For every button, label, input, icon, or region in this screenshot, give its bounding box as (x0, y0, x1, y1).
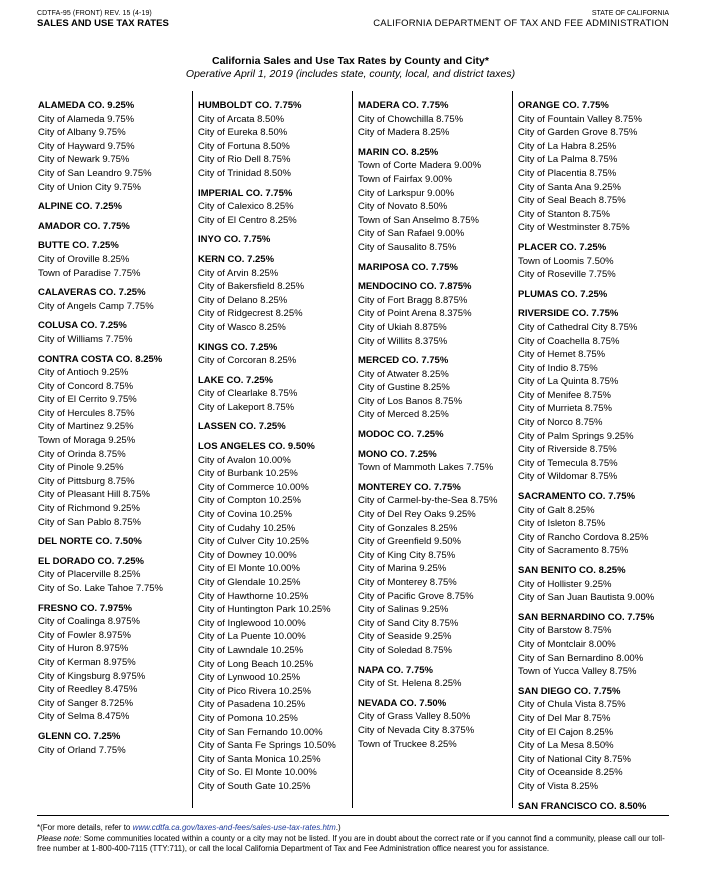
city-rate: City of Richmond 9.25% (38, 503, 140, 515)
city-rate: City of Angels Camp 7.75% (38, 300, 154, 312)
city-rate: City of Delano 8.25% (198, 294, 288, 306)
city-rate: Town of Yucca Valley 8.75% (518, 666, 637, 678)
city-rate: City of Hemet 8.75% (518, 349, 606, 361)
details-prefix: *(For more details, refer to (37, 823, 133, 832)
rates-column-4 (518, 99, 654, 819)
city-rate: City of Long Beach 10.25% (198, 658, 314, 670)
county-name: MONO CO. 7.25% (358, 448, 437, 460)
county-block (198, 374, 336, 415)
city-rate: City of Chula Vista 8.75% (518, 699, 626, 711)
city-rate: City of Norco 8.75% (518, 417, 603, 429)
city-rate: City of Orland 7.75% (38, 744, 126, 756)
county-block (358, 428, 497, 442)
details-line (37, 823, 667, 834)
county-name: LAKE CO. 7.25% (198, 374, 273, 386)
county-name: KERN CO. 7.25% (198, 253, 275, 265)
county-name: MODOC CO. 7.25% (358, 429, 444, 441)
county-name: AMADOR CO. 7.75% (38, 220, 130, 232)
city-rate: City of Covina 10.25% (198, 509, 292, 521)
city-rate: City of Arvin 8.25% (198, 267, 279, 279)
city-rate: City of Kingsburg 8.975% (38, 670, 146, 682)
city-rate: City of Rancho Cordova 8.25% (518, 531, 649, 543)
page-title: California Sales and Use Tax Rates by County and City* (212, 55, 489, 67)
county-block (38, 319, 163, 346)
county-block (518, 241, 654, 282)
city-rate: City of Placentia 8.75% (518, 167, 617, 179)
city-rate: City of La Mesa 8.50% (518, 740, 614, 752)
city-rate: City of Pico Rivera 10.25% (198, 685, 311, 697)
county-name: SAN BENITO CO. 8.25% (518, 565, 626, 576)
county-block (198, 440, 336, 793)
city-rate: City of Calexico 8.25% (198, 201, 294, 213)
county-name: GLENN CO. 7.25% (38, 730, 121, 742)
city-rate: City of Santa Ana 9.25% (518, 181, 621, 193)
city-rate: City of Cudahy 10.25% (198, 522, 296, 534)
city-rate: City of So. Lake Tahoe 7.75% (38, 583, 163, 594)
city-rate: City of Isleton 8.75% (518, 518, 606, 530)
county-name: MADERA CO. 7.75% (358, 100, 449, 111)
city-rate: City of Indio 8.75% (518, 362, 598, 374)
city-rate: City of Pinole 9.25% (38, 462, 124, 474)
county-name: FRESNO CO. 7.975% (38, 602, 132, 614)
county-block (38, 220, 163, 234)
city-rate: Town of San Anselmo 8.75% (358, 214, 479, 226)
city-rate: City of Sanger 8.725% (38, 697, 134, 709)
county-name: MARIPOSA CO. 7.75% (358, 261, 458, 273)
county-name: CONTRA COSTA CO. 8.25% (38, 353, 163, 365)
footer (37, 823, 667, 855)
city-rate: City of Pittsburg 8.75% (38, 475, 135, 487)
county-block (518, 611, 654, 679)
city-rate: City of La Puente 10.00% (198, 631, 306, 643)
county-block (358, 664, 497, 691)
city-rate: City of Galt 8.25% (518, 504, 595, 516)
city-rate: Town of Fairfax 9.00% (358, 173, 452, 185)
page-subtitle: Operative April 1, 2019 (includes state, county, local, and district taxes) (185, 68, 516, 80)
details-link[interactable]: www.cdtfa.ca.gov/taxes-and-fees/sales-use-tax-rates.htm (132, 823, 336, 832)
county-block (198, 420, 336, 434)
column-divider (352, 91, 353, 808)
department-name: CALIFORNIA DEPARTMENT OF TAX AND FEE ADMINISTRATION (373, 18, 669, 29)
county-name: SAN BERNARDINO CO. 7.75% (518, 611, 655, 623)
city-rate: City of Fowler 8.975% (38, 629, 131, 641)
city-rate: City of Orinda 8.75% (38, 448, 126, 460)
county-name: PLUMAS CO. 7.25% (518, 288, 608, 300)
city-rate: City of Lakeport 8.75% (198, 401, 295, 413)
county-block (38, 602, 163, 724)
county-block (518, 800, 654, 814)
county-block (198, 341, 336, 368)
city-rate: City of Stanton 8.75% (518, 208, 610, 220)
city-rate: City of Madera 8.25% (358, 127, 450, 139)
city-rate: City of Hollister 9.25% (518, 578, 612, 590)
city-rate: City of Ukiah 8.875% (358, 321, 447, 333)
county-name: SAN FRANCISCO CO. 8.50% (518, 800, 647, 812)
city-rate: City of San Rafael 9.00% (358, 228, 465, 240)
city-rate: City of El Monte 10.00% (198, 563, 300, 575)
city-rate: City of Selma 8.475% (38, 711, 130, 723)
city-rate: City of Larkspur 9.00% (358, 187, 455, 199)
city-rate: Town of Paradise 7.75% (38, 267, 141, 279)
form-header-left (37, 10, 169, 29)
city-rate: City of Ridgecrest 8.25% (198, 308, 303, 320)
city-rate: City of Hercules 8.75% (38, 407, 135, 419)
city-rate: City of Rio Dell 8.75% (198, 154, 291, 166)
city-rate: City of Reedley 8.475% (38, 684, 138, 696)
city-rate: City of Del Rey Oaks 9.25% (358, 509, 476, 521)
county-block (358, 354, 497, 422)
county-name: PLACER CO. 7.25% (518, 241, 607, 253)
county-name: INYO CO. 7.75% (198, 234, 271, 246)
county-block (38, 353, 163, 530)
county-name: MONTEREY CO. 7.75% (358, 481, 461, 493)
city-rate: City of Barstow 8.75% (518, 625, 612, 637)
county-block (358, 99, 497, 140)
city-rate: City of Garden Grove 8.75% (518, 127, 638, 139)
county-name: NAPA CO. 7.75% (358, 664, 433, 676)
city-rate: City of Coachella 8.75% (518, 335, 620, 347)
city-rate: Town of Loomis 7.50% (518, 255, 614, 267)
city-rate: City of Gustine 8.25% (358, 382, 450, 394)
county-block (358, 261, 497, 275)
city-rate: City of Murrieta 8.75% (518, 403, 612, 415)
city-rate: City of Temecula 8.75% (518, 457, 618, 469)
county-name: HUMBOLDT CO. 7.75% (198, 100, 302, 111)
city-rate: City of Kerman 8.975% (38, 656, 136, 668)
city-rate: City of Fort Bragg 8.875% (358, 294, 468, 306)
city-rate: City of Riverside 8.75% (518, 444, 617, 456)
city-rate: City of So. El Monte 10.00% (198, 767, 317, 779)
city-rate: City of Palm Springs 9.25% (518, 430, 634, 442)
city-rate: City of Nevada City 8.375% (358, 724, 475, 736)
city-rate: City of La Quinta 8.75% (518, 376, 619, 388)
county-name: LOS ANGELES CO. 9.50% (198, 441, 315, 453)
county-block (198, 233, 336, 247)
title-block (0, 55, 701, 80)
county-name: COLUSA CO. 7.25% (38, 320, 127, 332)
county-block (38, 239, 163, 280)
city-rate: City of Avalon 10.00% (198, 454, 291, 466)
city-rate: City of Union City 9.75% (38, 181, 141, 193)
city-rate: City of Bakersfield 8.25% (198, 281, 305, 293)
city-rate: City of Lawndale 10.25% (198, 644, 304, 656)
city-rate: City of Huntington Park 10.25% (198, 604, 331, 616)
city-rate: City of Vista 8.25% (518, 780, 599, 792)
city-rate: City of Menifee 8.75% (518, 389, 611, 401)
county-name: KINGS CO. 7.25% (198, 341, 278, 353)
city-rate: City of Marina 9.25% (358, 563, 447, 575)
form-id: CDTFA-95 (FRONT) REV. 15 (4-19) (37, 10, 152, 17)
form-title: SALES AND USE TAX RATES (37, 18, 169, 29)
city-rate: City of Point Arena 8.375% (358, 308, 472, 320)
city-rate: City of Sand City 8.75% (358, 617, 459, 629)
city-rate: City of Newark 9.75% (38, 154, 130, 166)
county-block (518, 685, 654, 794)
city-rate: City of Burbank 10.25% (198, 468, 298, 480)
county-name: CALAVERAS CO. 7.25% (38, 287, 146, 299)
city-rate: City of El Cerrito 9.75% (38, 394, 137, 406)
county-name: IMPERIAL CO. 7.75% (198, 187, 293, 199)
city-rate: City of San Juan Bautista 9.00% (518, 592, 655, 604)
city-rate: City of Lynwood 10.25% (198, 672, 301, 684)
county-block (358, 280, 497, 348)
note-paragraph (37, 834, 667, 855)
city-rate: City of Commerce 10.00% (198, 481, 309, 493)
city-rate: City of Seaside 9.25% (358, 631, 452, 643)
city-rate: City of San Pablo 8.75% (38, 516, 141, 528)
county-block (38, 286, 163, 313)
city-rate: City of Williams 7.75% (38, 333, 133, 345)
county-name: BUTTE CO. 7.25% (38, 240, 119, 252)
city-rate: Town of Truckee 8.25% (358, 738, 457, 750)
county-block (518, 490, 654, 558)
city-rate: City of Montclair 8.00% (518, 638, 616, 650)
city-rate: City of Placerville 8.25% (38, 569, 141, 581)
county-block (518, 99, 654, 235)
county-name: SACRAMENTO CO. 7.75% (518, 491, 636, 503)
city-rate: City of Martinez 9.25% (38, 421, 134, 433)
city-rate: City of Downey 10.00% (198, 549, 297, 561)
city-rate: City of Corcoran 8.25% (198, 355, 297, 367)
county-name: MENDOCINO CO. 7.875% (358, 281, 472, 293)
city-rate: City of Pacific Grove 8.75% (358, 590, 474, 602)
city-rate: Town of Mammoth Lakes 7.75% (358, 462, 494, 474)
city-rate: City of Pleasant Hill 8.75% (38, 489, 150, 501)
city-rate: City of Culver City 10.25% (198, 536, 309, 548)
county-name: ALAMEDA CO. 9.25% (38, 100, 135, 111)
city-rate: City of Sausalito 8.75% (358, 241, 457, 253)
county-name: SAN DIEGO CO. 7.75% (518, 685, 621, 697)
city-rate: City of Oroville 8.25% (38, 253, 130, 265)
city-rate: City of Hawthorne 10.25% (198, 590, 309, 602)
note-text: Some communities located within a county or a city may not be listed. If you are in doubt about the correct rate or if you cannot find a community, please call our toll-free number at 1-800-400-7115 (TTY:711), or call the local California Department of Tax and Fee Administration office nearest you for assistance. (37, 833, 665, 853)
city-rate: City of El Centro 8.25% (198, 214, 297, 226)
county-block (518, 564, 654, 605)
city-rate: City of Grass Valley 8.50% (358, 711, 471, 723)
county-name: ORANGE CO. 7.75% (518, 100, 609, 111)
city-rate: City of Alameda 9.75% (38, 113, 135, 125)
city-rate: Town of Corte Madera 9.00% (358, 160, 482, 172)
city-rate: City of Cathedral City 8.75% (518, 321, 638, 333)
county-block (358, 697, 497, 751)
city-rate: City of Albany 9.75% (38, 127, 126, 139)
city-rate: City of Gonzales 8.25% (358, 522, 458, 534)
footer-divider (37, 815, 669, 816)
city-rate: City of San Fernando 10.00% (198, 726, 323, 738)
city-rate: City of Atwater 8.25% (358, 368, 449, 380)
city-rate: City of La Palma 8.75% (518, 154, 618, 166)
column-divider (192, 91, 193, 808)
county-block (358, 146, 497, 255)
city-rate: City of Santa Monica 10.25% (198, 753, 321, 765)
city-rate: City of Concord 8.75% (38, 380, 134, 392)
city-rate: City of Willits 8.375% (358, 335, 448, 347)
city-rate: City of Trinidad 8.50% (198, 167, 291, 179)
city-rate: City of National City 8.75% (518, 753, 631, 765)
form-header-right (373, 10, 669, 29)
city-rate: City of Fountain Valley 8.75% (518, 113, 642, 125)
city-rate: City of Hayward 9.75% (38, 140, 135, 152)
city-rate: City of Westminster 8.75% (518, 222, 630, 234)
city-rate: City of Antioch 9.25% (38, 367, 129, 379)
county-name: MARIN CO. 8.25% (358, 146, 439, 158)
rates-column-2 (198, 99, 336, 800)
county-block (518, 307, 654, 484)
city-rate: City of Glendale 10.25% (198, 577, 301, 588)
city-rate: City of South Gate 10.25% (198, 780, 311, 792)
county-name: EL DORADO CO. 7.25% (38, 555, 144, 567)
city-rate: City of King City 8.75% (358, 549, 456, 561)
county-block (198, 187, 336, 228)
city-rate: City of Pasadena 10.25% (198, 699, 306, 711)
city-rate: City of Carmel-by-the-Sea 8.75% (358, 495, 498, 507)
column-divider (512, 91, 513, 808)
city-rate: City of Roseville 7.75% (518, 269, 616, 281)
city-rate: City of Santa Fe Springs 10.50% (198, 740, 336, 752)
county-name: MERCED CO. 7.75% (358, 355, 449, 367)
county-block (198, 253, 336, 335)
county-block (38, 200, 163, 214)
county-block (198, 99, 336, 181)
city-rate: City of Soledad 8.75% (358, 644, 453, 656)
note-label: Please note: (37, 833, 82, 843)
city-rate: City of El Cajon 8.25% (518, 726, 614, 738)
city-rate: City of Clearlake 8.75% (198, 388, 298, 400)
city-rate: City of San Leandro 9.75% (38, 167, 152, 179)
city-rate: City of La Habra 8.25% (518, 140, 617, 152)
county-block (518, 288, 654, 302)
county-name: LASSEN CO. 7.25% (198, 421, 286, 433)
rates-column-1 (38, 99, 163, 763)
city-rate: City of Sacramento 8.75% (518, 545, 629, 557)
county-name: RIVERSIDE CO. 7.75% (518, 308, 619, 320)
county-block (38, 99, 163, 194)
county-block (358, 481, 497, 658)
city-rate: City of Los Banos 8.75% (358, 395, 463, 407)
details-suffix: .) (335, 823, 341, 832)
city-rate: City of Fortuna 8.50% (198, 140, 290, 152)
city-rate: City of Compton 10.25% (198, 495, 301, 507)
city-rate: City of Novato 8.50% (358, 201, 448, 213)
city-rate: City of Monterey 8.75% (358, 577, 457, 588)
city-rate: City of Chowchilla 8.75% (358, 113, 464, 125)
state-label: STATE OF CALIFORNIA (591, 10, 669, 17)
city-rate: City of Pomona 10.25% (198, 712, 298, 724)
city-rate: City of Coalinga 8.975% (38, 616, 140, 628)
city-rate: City of Wildomar 8.75% (518, 471, 618, 483)
city-rate: City of Wasco 8.25% (198, 321, 286, 333)
county-block (38, 535, 163, 549)
county-block (38, 730, 163, 757)
city-rate: City of Inglewood 10.00% (198, 617, 306, 629)
city-rate: City of Huron 8.975% (38, 643, 129, 655)
county-block (358, 448, 497, 475)
county-name: NEVADA CO. 7.50% (358, 697, 447, 709)
rates-column-3 (358, 99, 497, 757)
city-rate: Town of Moraga 9.25% (38, 435, 136, 447)
city-rate: City of Eureka 8.50% (198, 127, 288, 139)
city-rate: City of Del Mar 8.75% (518, 712, 611, 724)
city-rate: City of San Bernardino 8.00% (518, 652, 644, 664)
city-rate: City of Oceanside 8.25% (518, 767, 623, 779)
city-rate: City of Arcata 8.50% (198, 113, 285, 125)
county-name: DEL NORTE CO. 7.50% (38, 536, 142, 548)
city-rate: City of Salinas 9.25% (358, 604, 449, 616)
county-block (38, 555, 163, 596)
county-name: ALPINE CO. 7.25% (38, 201, 122, 213)
city-rate: City of St. Helena 8.25% (358, 678, 462, 690)
city-rate: City of Merced 8.25% (358, 409, 449, 421)
city-rate: City of Seal Beach 8.75% (518, 195, 626, 207)
city-rate: City of Greenfield 9.50% (358, 536, 461, 548)
